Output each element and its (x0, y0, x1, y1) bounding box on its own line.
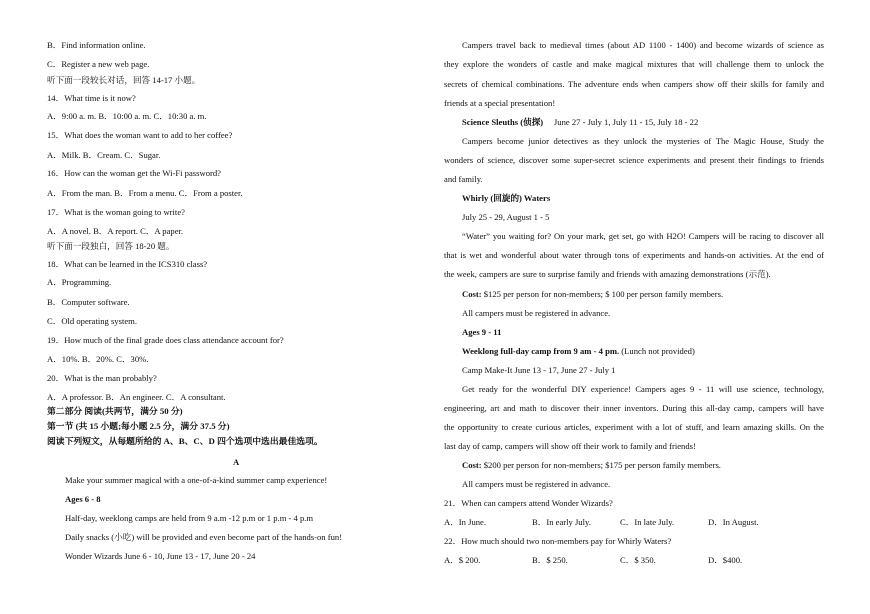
listening-line: C．Register a new web page. (47, 59, 150, 69)
option-c: C．$ 350. (620, 555, 656, 565)
listening-line: A．From the man. B．From a menu. C．From a poster. (47, 188, 243, 198)
cost-value: $125 per person for non-members; $ 100 per person family members. (481, 289, 724, 299)
diy-text-line: engineering, art and math to discover their inner inventors. During this all-day camp, campers will have (444, 403, 824, 413)
half-day-info: Half-day, weeklong camps are held from 9 a.m -12 p.m or 1 p.m - 4 p.m (65, 513, 314, 523)
listening-line: 17．What is the woman going to write? (47, 207, 185, 217)
ages-heading-6-8: Ages 6 - 8 (65, 494, 101, 504)
cost-make-it (462, 460, 842, 471)
listening-line: A．Milk. B．Cream. C．Sugar. (47, 150, 161, 160)
weeklong-info (462, 346, 842, 357)
option-d: D．In August. (708, 517, 759, 527)
option-c: C．In late July. (620, 517, 675, 527)
wizards-text-line: they explore the wonders of castle and make magical mixtures that will challenge them to unlock the (444, 59, 824, 69)
option-d: D．$400. (708, 555, 743, 565)
wizards-text-line: friends at a special presentation! (444, 98, 556, 108)
wonder-wizards-dates: Wonder Wizards June 6 - 10, June 13 - 17, June 20 - 24 (65, 551, 256, 561)
listening-line: A．10%. B．20%. C．30%. (47, 354, 149, 364)
passage-label: A (233, 457, 240, 467)
listening-line: A．9:00 a. m. B．10:00 a. m. C．10:30 a. m. (47, 111, 207, 121)
ages-heading-9-11: Ages 9 - 11 (462, 327, 502, 337)
science-sleuths-title: Science Sleuths (侦探) (462, 117, 544, 127)
listening-line: B．Computer software. (47, 297, 130, 307)
weeklong-bold: Weeklong full-day camp from 9 am - 4 pm. (462, 346, 620, 356)
option-a: A．In June. (444, 517, 487, 527)
diy-text-line: the opportunity to create curious articles, experiment with a lot of stuff, and learn amazing skills. On the (444, 422, 824, 432)
left-column (47, 0, 382, 614)
sleuths-text-line: and family. (444, 174, 483, 184)
diy-text-line: last day of camp, campers will show off their work to family and friends! (444, 441, 696, 451)
cost-whirly (462, 289, 842, 300)
listening-line: 听下面一段较长对话，回答 14-17 小题。 (47, 75, 201, 85)
listening-line: A．Programming. (47, 277, 112, 287)
listening-line: A．A novel. B．A report. C．A paper. (47, 226, 184, 236)
weeklong-note: (Lunch not provided) (619, 346, 695, 356)
passage-intro: Make your summer magical with a one-of-a-kind summer camp experience! (65, 475, 328, 485)
cost-label: Cost: (462, 460, 482, 470)
camp-make-it-dates: Camp Make-It June 13 - 17, June 27 - July 1 (462, 365, 616, 375)
cost-label: Cost: (462, 289, 482, 299)
listening-line: 18．What can be learned in the ICS310 class? (47, 259, 208, 269)
registration-note: All campers must be registered in advance. (462, 479, 611, 489)
listening-line: A．A professor. B．An engineer. C．A consultant. (47, 392, 226, 402)
whirly-waters-heading: Whirly (回旋的) Waters (462, 193, 551, 203)
option-b: B．$ 250. (532, 555, 568, 565)
listening-line: 听下面一段独白，回答 18-20 题。 (47, 241, 175, 251)
cost-value: $200 per person for non-members; $175 per person family members. (481, 460, 721, 470)
section-heading-part-one: 第一节 (共 15 小题;每小题 2.5 分，满分 37.5 分) (47, 421, 230, 431)
listening-line: B．Find information online. (47, 40, 146, 50)
option-b: B．In early July. (532, 517, 591, 527)
snacks-info: Daily snacks (小吃) will be provided and even become part of the hands-on fun! (65, 532, 343, 542)
right-column (444, 0, 824, 614)
question-21: 21．When can campers attend Wonder Wizards? (444, 498, 613, 508)
registration-note: All campers must be registered in advance. (462, 308, 611, 318)
reading-instruction: 阅读下列短文，从每题所给的 A、B、C、D 四个选项中选出最佳选项。 (47, 436, 323, 446)
sleuths-text-line: Campers become junior detectives as they unlock the mysteries of The Magic House, Study the (462, 136, 824, 146)
whirly-waters-dates: July 25 - 29, August 1 - 5 (462, 212, 550, 222)
science-sleuths-heading (462, 117, 842, 128)
question-21-options (444, 517, 824, 528)
question-22-options (444, 555, 824, 566)
listening-line: 20．What is the man probably? (47, 373, 157, 383)
diy-text-line: Get ready for the wonderful DIY experience! Campers ages 9 - 11 will use science, technology, (462, 384, 824, 394)
wizards-text-line: secrets of chemical combinations. The adventure ends when campers show off their skills for family and (444, 79, 824, 89)
wizards-text-line: Campers travel back to medieval times (about AD 1100 - 1400) and become wizards of science as (462, 40, 824, 50)
water-text-line: the week, campers are sure to surprise family and friends with amazing demonstrations (示范). (444, 269, 771, 279)
listening-line: 15．What does the woman want to add to her coffee? (47, 130, 233, 140)
listening-line: 14．What time is it now? (47, 93, 136, 103)
section-heading-part-two: 第二部分 阅读(共两节，满分 50 分) (47, 406, 183, 416)
listening-line: 16．How can the woman get the Wi-Fi password? (47, 168, 221, 178)
sleuths-text-line: wonders of science, discover some super-secret science experiments and present their findings to friends (444, 155, 824, 165)
listening-line: C．Old operating system. (47, 316, 137, 326)
question-22: 22．How much should two non-members pay for Whirly Waters? (444, 536, 672, 546)
water-text-line: “Water” you waiting for? On your mark, get set, go with H2O! Campers will be racing to discover all (462, 231, 824, 241)
water-text-line: that is wet and wonderful about water through tons of experiments and hands-on activities. At the end of (444, 250, 824, 260)
listening-line: 19．How much of the final grade does class attendance account for? (47, 335, 284, 345)
option-a: A．$ 200. (444, 555, 481, 565)
science-sleuths-dates: June 27 - July 1, July 11 - 15, July 18 - 22 (553, 117, 699, 127)
